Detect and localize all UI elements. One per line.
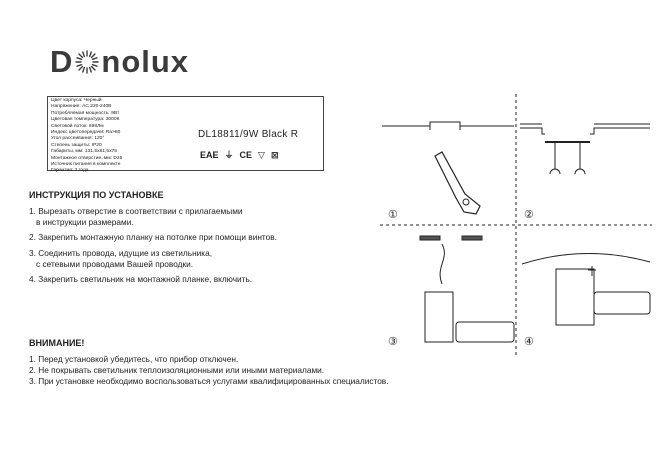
ceiling-panel-1: [382, 122, 514, 126]
spec-item: Потребляемая мощность: 9Вт: [51, 110, 120, 116]
ceiling-hatch-3: [420, 236, 482, 240]
warning-title: ВНИМАНИЕ!: [29, 338, 85, 348]
step-marker-2: ②: [524, 209, 534, 221]
install-steps: [29, 206, 277, 285]
sun-icon: [74, 49, 100, 75]
spec-item: Индекс цветопередачи: Ra>80: [51, 130, 121, 136]
ce-icon: CE: [239, 150, 253, 160]
warning-item: 2. Не покрывать светильник теплоизоляционными или иными материалами.: [29, 365, 325, 376]
install-step-4: 4. Закрепить светильник на монтажной планке, включить.: [29, 274, 253, 285]
spec-item: Цветовая температура: 3000К: [51, 117, 120, 123]
eac-icon: ЕАЕ: [200, 150, 219, 160]
spec-list: [51, 98, 122, 175]
install-step-1-cont: в инструкции размерами.: [36, 217, 134, 228]
ceiling-panel-2: [520, 128, 650, 134]
step-marker-4: ④: [524, 336, 534, 348]
screw-arrow-right: [575, 169, 585, 174]
installation-diagram: [380, 94, 652, 356]
wire: [440, 244, 444, 284]
spec-item: Гарантия: 2 года: [51, 168, 89, 174]
spec-item: Угол рассеивания: 120°: [51, 136, 105, 142]
logo-letter-d: D: [50, 44, 74, 79]
logo-text: nolux: [101, 44, 190, 79]
install-step-2: 2. Закрепить монтажную планку на потолке при помощи винтов.: [29, 232, 277, 243]
spec-item: Цвет корпуса: Черный: [51, 98, 102, 103]
triangle-icon: ▽: [258, 150, 265, 160]
spec-item: Монтажное отверстие, мм: D25: [51, 155, 123, 161]
spec-panel: [47, 96, 324, 174]
lamp-body-4: [556, 269, 594, 325]
install-step-3-cont: с сетевыми проводами Вашей проводки.: [36, 258, 194, 269]
step-marker-3: ③: [388, 336, 398, 348]
spec-item: Габариты, мм: 131,5х81,5х75: [51, 149, 117, 155]
warning-list: [29, 354, 389, 388]
lamp-body-3: [425, 292, 453, 342]
certification-icons: [200, 150, 279, 160]
crossed-bin-icon: ⊠: [270, 150, 279, 160]
screw-arrow-left: [550, 169, 560, 174]
warning-item: 1. Перед установкой убедитесь, что прибор отключен.: [29, 354, 239, 364]
model-number: DL18811/9W Black R: [198, 129, 299, 140]
ceiling-curve-4: [522, 253, 650, 264]
spec-item: Степень защиты: IP20: [51, 142, 102, 148]
brand-logo: [50, 44, 189, 80]
warning-item: 3. При установке необходимо воспользоваться услугами квалифицированных специалистов.: [29, 376, 389, 387]
lamp-head-4: [594, 292, 650, 314]
screw-hole: [463, 199, 469, 205]
spec-item: Источник питания в комплекте: [51, 162, 121, 168]
rotate-arrow: [588, 266, 596, 276]
spec-item: Напряжение: AC 220-240В: [51, 104, 112, 110]
install-title: ИНСТРУКЦИЯ ПО УСТАНОВКЕ: [29, 190, 164, 200]
step-marker-1: ①: [388, 209, 398, 221]
lamp-head-3: [456, 322, 514, 342]
cutter-tool: [435, 152, 480, 214]
install-step-3: 3. Соединить провода, идущие из светильника,: [29, 247, 213, 258]
ground-icon: ⏚: [224, 150, 234, 160]
diagram-svg: [380, 94, 652, 356]
install-step-1: 1. Вырезать отверстие в соответствии с прилагаемыми: [29, 206, 243, 216]
spec-item: Световой поток: 698Лм: [51, 123, 104, 129]
